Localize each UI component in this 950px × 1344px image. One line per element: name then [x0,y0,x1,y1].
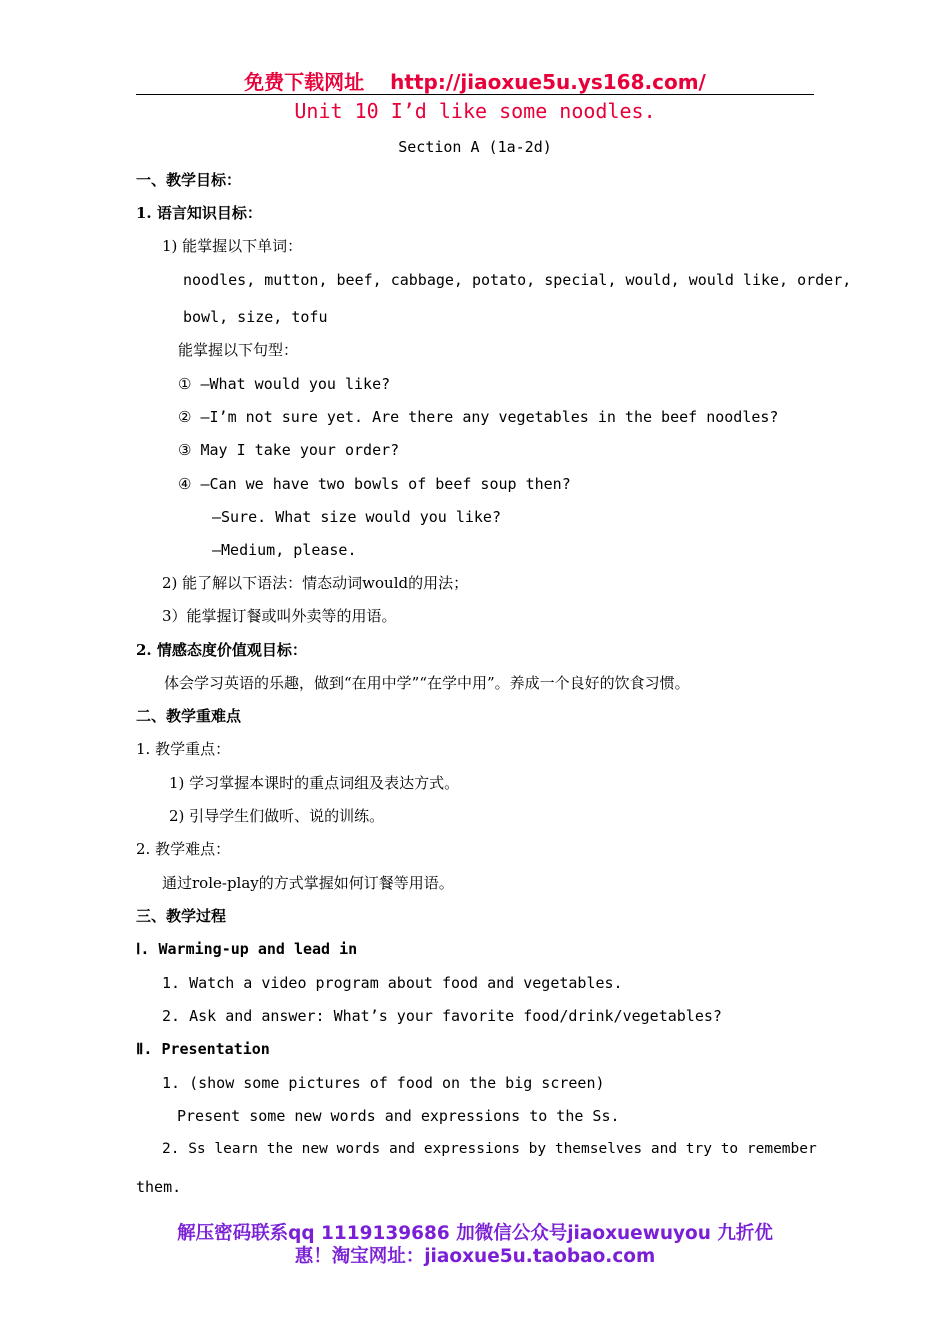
heading-teaching-process: 三、教学过程 [136,907,227,925]
affective-goals-text: 体会学习英语的乐趣，做到“在用中学”“在学中用”。养成一个良好的饮食习惯。 [164,674,690,692]
vocabulary-list-2: bowl, size, tofu [183,308,328,326]
heading-presentation: Ⅱ. Presentation [136,1040,270,1058]
item-grammar: 2) 能了解以下语法：情态动词would的用法； [162,574,469,592]
heading-key-points: 1. 教学重点： [136,740,231,758]
item-vocabulary: 1) 能掌握以下单词： [162,237,303,255]
item-sentence-patterns: 能掌握以下句型： [178,341,299,359]
heading-affective-goals: 2. 情感态度价值观目标： [136,641,307,659]
heading-objectives: 一、教学目标： [136,171,242,189]
warming-up-step-2: 2. Ask and answer: What’s your favorite food/drink/vegetables? [162,1007,722,1025]
footer-contact-line-2: 惠！淘宝网址：jiaoxue5u.taobao.com [294,1246,656,1267]
document-title: Unit 10 I’d like some noodles. [294,99,656,123]
header-site-label: 免费下载网址 [244,70,365,94]
pattern-3: ③ May I take your order? [178,441,400,459]
heading-warming-up: Ⅰ. Warming-up and lead in [136,940,358,958]
header-rule [136,94,814,95]
vocabulary-list-1: noodles, mutton, beef, cabbage, potato, special, would, would like, order, [183,271,852,289]
pattern-4-reply-2: —Medium, please. [212,541,357,559]
footer-contact-line-1: 解压密码联系qq 1119139686 加微信公众号jiaoxuewuyou 九折优 [177,1223,773,1244]
pattern-2: ② —I’m not sure yet. Are there any vegetables in the beef noodles? [178,408,779,426]
difficult-point-text: 通过role-play的方式掌握如何订餐等用语。 [162,874,454,892]
key-point-2: 2) 引导学生们做听、说的训练。 [169,807,385,825]
section-subtitle: Section A (1a-2d) [398,138,552,156]
presentation-step-2-continued: them. [136,1178,182,1196]
page-header [0,66,950,95]
heading-language-knowledge: 1. 语言知识目标： [136,204,262,222]
pattern-1: ① —What would you like? [178,375,391,393]
item-ordering-phrases: 3）能掌握订餐或叫外卖等的用语。 [162,607,397,625]
heading-key-difficult-points: 二、教学重难点 [136,707,242,725]
presentation-step-1-detail: Present some new words and expressions to the Ss. [177,1107,620,1125]
pattern-4: ④ —Can we have two bowls of beef soup then? [178,475,571,493]
presentation-step-2: 2. Ss learn the new words and expressions by themselves and try to remember [162,1141,817,1157]
heading-difficult-points: 2. 教学难点： [136,840,231,858]
warming-up-step-1: 1. Watch a video program about food and vegetables. [162,974,623,992]
key-point-1: 1) 学习掌握本课时的重点词组及表达方式。 [169,774,460,792]
header-site-url[interactable]: http://jiaoxue5u.ys168.com/ [390,70,706,94]
presentation-step-1: 1. (show some pictures of food on the big screen) [162,1074,605,1092]
pattern-4-reply-1: —Sure. What size would you like? [212,508,501,526]
